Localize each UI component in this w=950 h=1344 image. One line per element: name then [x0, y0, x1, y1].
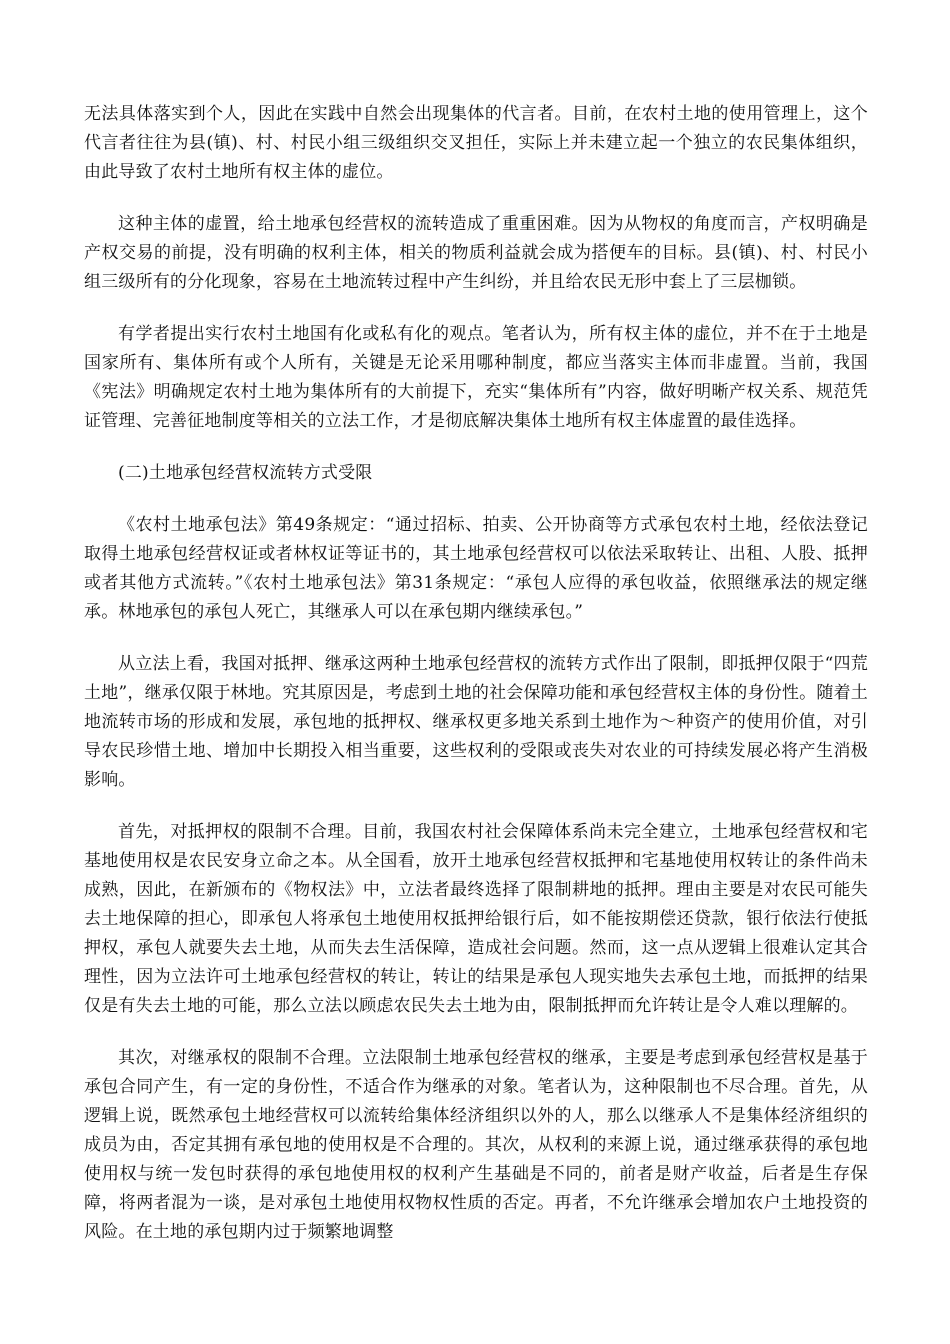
- paragraph-law-citation: 《农村土地承包法》第49条规定：“通过招标、拍卖、公开协商等方式承包农村土地，经依法登记取得土地承包经营权证或者林权证等证书的，其土地承包经营权可以依法采取转让、出租、人股、抵押或者其他方式流转。”《农村土地承包法》第31条规定：“承包人应得的承包收益，依照继承法的规定继承。林地承包的承包人死亡，其继承人可以在承包期内继续承包。”: [84, 515, 868, 622]
- paragraph-subject-vacancy: 这种主体的虚置，给土地承包经营权的流转造成了重重困难。因为从物权的角度而言，产权明确是产权交易的前提，没有明确的权利主体，相关的物质利益就会成为搭便车的目标。县(镇)、村、村民小组三级所有的分化现象，容易在土地流转过程中产生纠纷，并且给农民无形中套上了三层枷锁。: [84, 214, 868, 292]
- paragraph-legislative-view: 从立法上看，我国对抵押、继承这两种土地承包经营权的流转方式作出了限制，即抵押仅限于“四荒土地”，继承仅限于林地。究其原因是，考虑到土地的社会保障功能和承包经营权主体的身份性。随着土地流转市场的形成和发展，承包地的抵押权、继承权更多地关系到土地作为～种资产的使用价值，对引导农民珍惜土地、增加中长期投入相当重要，这些权利的受限或丧失对农业的可持续发展必将产生消极影响。: [84, 654, 868, 790]
- paragraph-nationalization-view: 有学者提出实行农村土地国有化或私有化的观点。笔者认为，所有权主体的虚位，并不在于土地是国家所有、集体所有或个人所有，关键是无论采用哪种制度，都应当落实主体而非虚置。当前，我国《宪法》明确规定农村土地为集体所有的大前提下，充实“集体所有”内容，做好明晰产权关系、规范凭证管理、完善征地制度等相关的立法工作，才是彻底解决集体土地所有权主体虚置的最佳选择。: [84, 324, 868, 431]
- paragraph-inheritance-restriction: 其次，对继承权的限制不合理。立法限制土地承包经营权的继承，主要是考虑到承包经营权是基于承包合同产生，有一定的身份性，不适合作为继承的对象。笔者认为，这种限制也不尽合理。首先，从逻辑上说，既然承包土地经营权可以流转给集体经济组织以外的人，那么以继承人不是集体经济组织的成员为由，否定其拥有承包地的使用权是不合理的。其次，从权利的来源上说，通过继承获得的承包地使用权与统一发包时获得的承包地使用权的权利产生基础是不同的，前者是财产收益，后者是生存保障，将两者混为一谈，是对承包土地使用权物权性质的否定。再者，不允许继承会增加农户土地投资的风险。在土地的承包期内过于频繁地调整: [84, 1048, 868, 1242]
- paragraph-continuation: 无法具体落实到个人，因此在实践中自然会出现集体的代言者。目前，在农村土地的使用管理上，这个代言者往往为县(镇)、村、村民小组三级组织交叉担任，实际上并未建立起一个独立的农民集体组织，由此导致了农村土地所有权主体的虚位。: [84, 104, 868, 182]
- section-heading: (二)土地承包经营权流转方式受限: [118, 463, 373, 483]
- paragraph-mortgage-restriction: 首先，对抵押权的限制不合理。目前，我国农村社会保障体系尚未完全建立，土地承包经营权和宅基地使用权是农民安身立命之本。从全国看，放开土地承包经营权抵押和宅基地使用权转让的条件尚未成熟，因此，在新颁布的《物权法》中，立法者最终选择了限制耕地的抵押。理由主要是对农民可能失去土地保障的担心，即承包人将承包土地使用权抵押给银行后，如不能按期偿还贷款，银行依法行使抵押权，承包人就要失去土地，从而失去生活保障，造成社会问题。然而，这一点从逻辑上很难认定其合理性，因为立法许可土地承包经营权的转让，转让的结果是承包人现实地失去承包土地，而抵押的结果仅是有失去土地的可能，那么立法以顾虑农民失去土地为由，限制抵押而允许转让是令人难以理解的。: [84, 822, 868, 1016]
- document-body: [84, 100, 868, 1270]
